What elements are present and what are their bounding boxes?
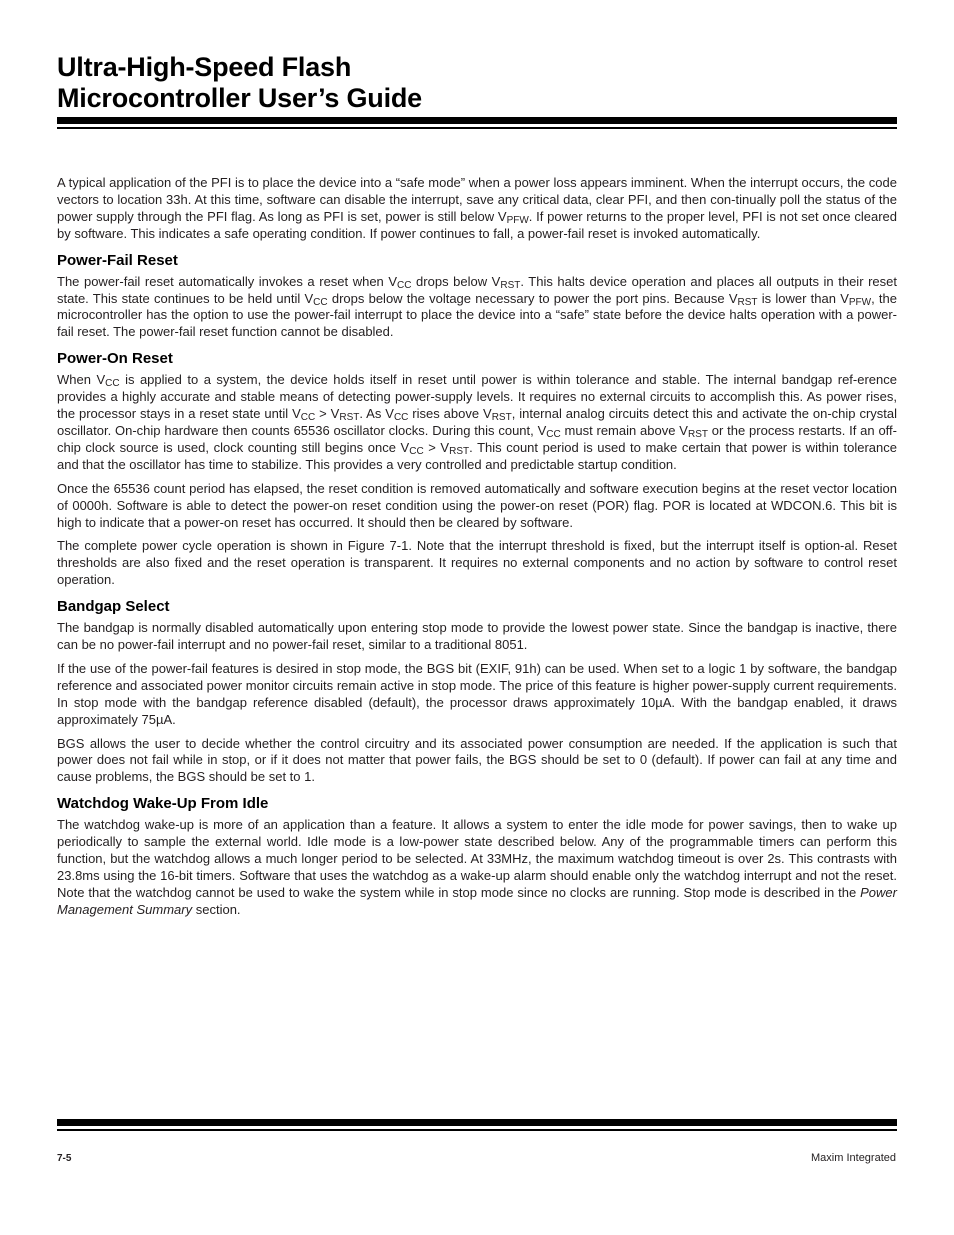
- section-heading-power-on-reset: Power-On Reset: [57, 350, 173, 368]
- power-on-reset-paragraph-1: When $V_{CC}$ is applied to a system, the device holds itself in reset until power is within tolerance and stable. The internal bandgap ref-erence provides a highly accurate and stable means of detecting power-supply levels. It requires no external circuits to accomplish this. As power rises, the processor stays in a reset state until $V_{CC} > V_{RST}$. As $V_{CC}$ rises above $V_{RST}$, internal analog circuits detect this and activate the on-chip crystal oscillator. On-chip hardware then counts 65536 oscillator clocks. During this count, $V_{CC}$ must remain above $V_{RST}$ or the process restarts. If an off-chip clock source is used, clock counting still begins once $V_{CC} > V_{RST}$. This count period is used to make certain that power is within tolerance and that the oscillator has time to stabilize. This provides a very controlled and predictable startup condition.: [57, 372, 897, 472]
- title-line-1: Ultra-High-Speed Flash: [57, 52, 352, 82]
- page-number: 7-5: [57, 1153, 72, 1164]
- header-rule-thick: [57, 117, 897, 124]
- bandgap-paragraph-3: BGS allows the user to decide whether the control circuitry and its associated power consumption are needed. If the application is such that power does not fail while in stop, or if it does not matter that power fails, the BGS should be set to 0 (default). If power can fail at any time and cause problems, the BGS should be set to 1.: [57, 735, 897, 785]
- power-on-reset-paragraph-3: The complete power cycle operation is shown in Figure 7-1. Note that the interrupt threshold is fixed, but the interrupt itself is option-al. Reset thresholds are also fixed and the reset operation is transparent. It requires no external components and no action by software to control reset operation.: [57, 538, 897, 588]
- page-body: [57, 175, 897, 926]
- power-fail-reset-paragraph: The power-fail reset automatically invokes a reset when $V_{CC}$ drops below $V_{RST}$. This halts device operation and places all outputs in their reset state. This state continues to be held until $V_{CC}$ drops below the voltage necessary to power the port pins. Because $V_{RST}$ is lower than $V_{PFW}$, the microcontroller has the option to use the power-fail interrupt to place the device into a “safe” state before the device halts operation with a power-fail reset. The power-fail reset function cannot be disabled.: [57, 273, 898, 340]
- footer-rule-thick: [57, 1119, 897, 1126]
- section-heading-watchdog-wake-up: Watchdog Wake-Up From Idle: [57, 795, 269, 813]
- header-rule-thin: [57, 127, 897, 129]
- section-heading-power-fail-reset: Power-Fail Reset: [57, 251, 178, 269]
- company-name: Maxim Integrated: [811, 1152, 896, 1164]
- bandgap-paragraph-1: The bandgap is normally disabled automatically upon entering stop mode to provide the lowest power state. Since the bandgap is inactive, there can be no power-fail interrupt and no power-fail reset, similar to a traditional 8051.: [57, 620, 897, 653]
- section-heading-bandgap-select: Bandgap Select: [57, 598, 170, 616]
- power-on-reset-paragraph-2: Once the 65536 count period has elapsed, the reset condition is removed automatically and software execution begins at the reset vector location of 0000h. Software is able to detect the power-on reset condition using the power-on reset (POR) flag. POR is located at WDCON.6. This bit is high to indicate that a power-on reset has occurred. It should then be cleared by software.: [57, 480, 897, 530]
- title-line-2: Microcontroller User’s Guide: [57, 83, 422, 113]
- intro-paragraph: A typical application of the PFI is to place the device into a “safe mode” when a power loss appears imminent. When the interrupt occurs, the code vectors to location 33h. At this time, software can disable the interrupt, save any critical data, clear PFI, and then con-tinually poll the status of the power supply through the PFI flag. As long as PFI is set, power is still below $V_{PFW}$. If power returns to the proper level, PFI is not set once cleared by software. This indicates a safe operating condition. If power continues to fall, a power-fail reset is invoked automatically.: [57, 175, 897, 241]
- page-title: [57, 52, 422, 114]
- footer-rule-thin: [57, 1129, 897, 1131]
- watchdog-paragraph: The watchdog wake-up is more of an application than a feature. It allows a system to enter the idle mode for power savings, then to wake up periodically to sample the external world. Idle mode is a low-power state described below. Any of the programmable timers can perform this function, but the watchdog allows a much longer period to be selected. At 33MHz, the maximum watchdog timeout is over 2s. This contrasts with 23.8ms using the 16-bit timers. Software that uses the watchdog as a wake-up alarm should enable only the watchdog interrupt and not the reset. Note that the watchdog cannot be used to wake the system while in stop mode since no clocks are running. Stop mode is described in the Power Management Summary section.: [57, 817, 897, 917]
- bandgap-paragraph-2: If the use of the power-fail features is desired in stop mode, the BGS bit (EXIF, 91h) can be used. When set to a logic 1 by software, the bandgap reference and associated power monitor circuits remain active in stop mode. The price of this feature is higher power-supply current requirements. In stop mode with the bandgap reference disabled (default), the processor draws approximately 10µA. With the bandgap enabled, it draws approximately 75µA.: [57, 660, 897, 727]
- power-management-summary-reference: Power Management Summary: [57, 884, 897, 917]
